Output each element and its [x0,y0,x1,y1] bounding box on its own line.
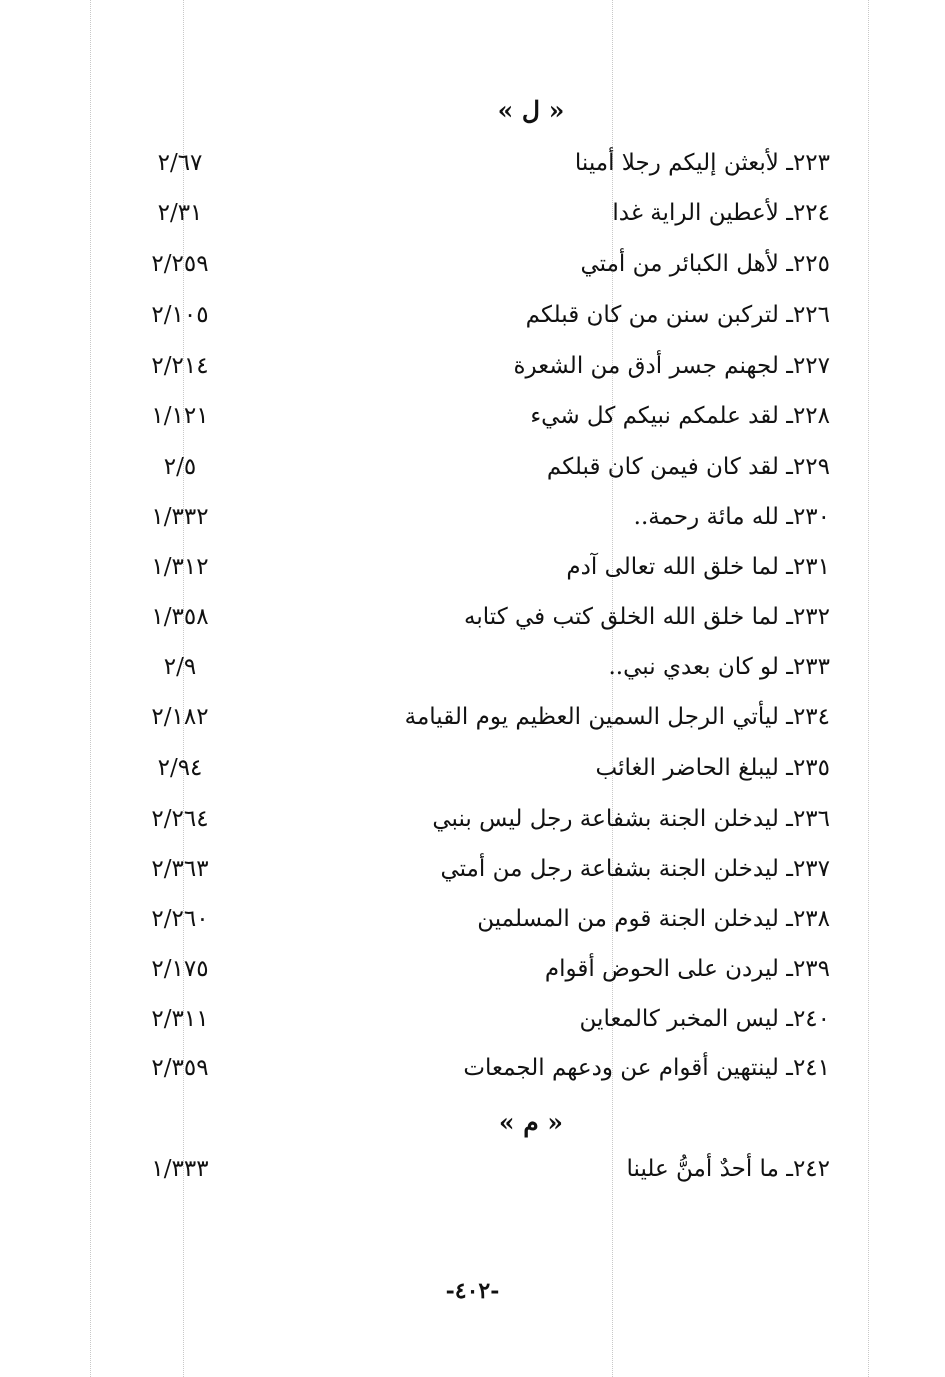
index-entry [130,799,830,839]
entry-reference: ٢/١٧٥ [151,956,209,982]
index-entry [130,193,830,233]
entry-reference: ١/٣١٢ [151,554,209,580]
index-entry [130,999,830,1039]
entry-text: ٢٣٣ـ لو كان بعدي نبي.. [608,654,830,680]
margin-guide-right [868,0,869,1377]
entry-text: ٢٤١ـ لينتهين أقوام عن ودعهم الجمعات [463,1055,830,1081]
index-entry [130,748,830,788]
index-entry [130,396,830,436]
index-entry [130,949,830,989]
entry-reference: ٢/٥ [163,454,197,480]
section-header-lam: « ل » [497,96,565,125]
entry-text: ٢٣٦ـ ليدخلن الجنة بشفاعة رجل ليس بنبي [432,806,830,832]
entry-text: ٢٢٣ـ لأبعثن إليكم رجلا أمينا [574,150,830,176]
index-entry [130,1149,830,1189]
entry-reference: ٢/٦٧ [157,150,203,176]
index-entry [130,295,830,335]
index-entry [130,1048,830,1088]
index-entry [130,497,830,537]
entry-text: ٢٢٤ـ لأعطين الراية غدا [612,200,830,226]
index-entry [130,346,830,386]
entry-reference: ٢/٩٤ [157,755,203,781]
entry-reference: ٢/١٠٥ [151,302,209,328]
entry-text: ٢٣٠ـ لله مائة رحمة.. [633,504,830,530]
entry-reference: ١/٣٣٣ [151,1156,209,1182]
entry-reference: ٢/٢١٤ [151,353,209,379]
entry-reference: ١/١٢١ [151,403,209,429]
entry-text: ٢٢٨ـ لقد علمكم نبيكم كل شيء [530,403,830,429]
index-entry [130,547,830,587]
margin-guide-left [90,0,91,1377]
page-number: -٤٠٢- [445,1278,500,1304]
index-entry [130,647,830,687]
index-entry [130,597,830,637]
entry-text: ٢٤٠ـ ليس المخبر كالمعاين [579,1006,830,1032]
index-entry [130,143,830,183]
entry-text: ٢٣٤ـ ليأتي الرجل السمين العظيم يوم القيامة [404,704,830,730]
entry-reference: ٢/٣١ [157,200,203,226]
entry-reference: ٢/٢٦٠ [151,906,209,932]
entry-text: ٢٣٥ـ ليبلغ الحاضر الغائب [595,755,830,781]
index-entry [130,447,830,487]
entry-reference: ١/٣٥٨ [151,604,209,630]
entry-text: ٢٢٦ـ لتركبن سنن من كان قبلكم [525,302,830,328]
entry-text: ٢٣٩ـ ليردن على الحوض أقوام [544,956,830,982]
entry-text: ٢٣٨ـ ليدخلن الجنة قوم من المسلمين [477,906,830,932]
index-entry [130,849,830,889]
entry-reference: ٢/٩ [163,654,197,680]
entry-text: ٢٣٧ـ ليدخلن الجنة بشفاعة رجل من أمتي [440,856,830,882]
index-entry [130,697,830,737]
entry-text: ٢٢٧ـ لجهنم جسر أدق من الشعرة [513,353,830,379]
entry-text: ٢٣١ـ لما خلق الله تعالى آدم [566,554,830,580]
entry-reference: ٢/٣٥٩ [151,1055,209,1081]
entry-text: ٢٣٢ـ لما خلق الله الخلق كتب في كتابه [464,604,830,630]
entry-reference: ٢/٣٦٣ [151,856,209,882]
entry-reference: ٢/٢٥٩ [151,251,209,277]
section-header-mim: « م » [498,1108,564,1137]
entry-text: ٢٤٢ـ ما أحدٌ أمنُّ علينا [626,1156,830,1182]
entry-reference: ٢/١٨٢ [151,704,209,730]
entry-reference: ١/٣٣٢ [151,504,209,530]
entry-text: ٢٢٥ـ لأهل الكبائر من أمتي [580,251,830,277]
entry-reference: ٢/٢٦٤ [151,806,209,832]
entry-reference: ٢/٣١١ [151,1006,209,1032]
index-entry [130,899,830,939]
index-entry [130,244,830,284]
entry-text: ٢٢٩ـ لقد كان فيمن كان قبلكم [546,454,830,480]
